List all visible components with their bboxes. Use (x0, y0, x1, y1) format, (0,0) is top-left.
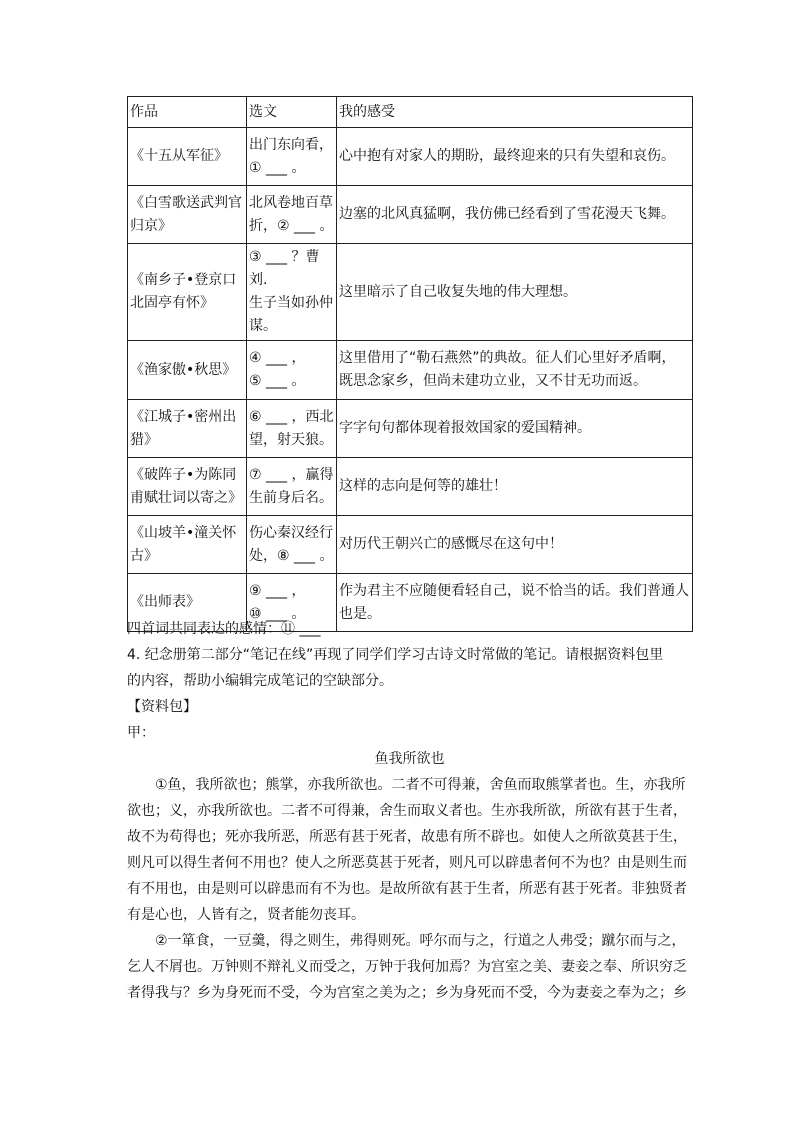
excerpt-line: 生子当如孙仲 (249, 295, 333, 311)
excerpt-line: ① ___ 。 (249, 159, 306, 176)
excerpt-line: 出门东向看， (249, 136, 333, 153)
work-title: 《出师表》 (128, 574, 247, 632)
excerpt-cell (247, 516, 337, 574)
feeling-line: 这样的志向是何等的雄壮！ (339, 478, 507, 494)
excerpt-line: 生前身后名。 (249, 489, 333, 506)
summary-line: 四首词共同表达的感情：⑪ ___ (127, 621, 321, 637)
excerpt-line: ⑤ ___ 。 (249, 373, 306, 389)
excerpt-line: ⑥ ___ ，西北 (249, 408, 334, 425)
work-title: 《江城子•密州出猎》 (128, 400, 247, 458)
feeling-cell (337, 341, 693, 400)
excerpt-line: 处，⑧ ___ 。 (249, 547, 334, 564)
passage-line: 故不为苟得也；死亦我所恶，所恶有甚于死者，故患有所不辟也。如使人之所欲莫甚于生， (127, 829, 687, 845)
excerpt-cell (247, 128, 337, 186)
table-row (128, 186, 693, 244)
feeling-line: 心中抱有对家人的期盼，最终迎来的只有失望和哀伤。 (339, 148, 675, 164)
table-row (128, 341, 693, 400)
question-4-line: 4. 纪念册第二部分“笔记在线”再现了同学们学习古诗文时常做的笔记。请根据资料包里 (127, 647, 664, 663)
work-title: 《山坡羊•潼关怀古》 (128, 516, 247, 574)
feeling-cell (337, 128, 693, 186)
header-excerpt: 选文 (247, 97, 337, 128)
excerpt-cell (247, 244, 337, 341)
table-row (128, 400, 693, 458)
passage-line: 有是心也，人皆有之，贤者能勿丧耳。 (127, 907, 365, 923)
work-title: 《白雪歌送武判官归京》 (128, 186, 247, 244)
passage-line: ②一箪食，一豆羹，得之则生，弗得则死。呼尔而与之，行道之人弗受；蹴尔而与之， (155, 933, 686, 949)
package-label: 【资料包】 (127, 699, 197, 715)
work-title: 《破阵子•为陈同甫赋壮词以寄之》 (128, 458, 247, 516)
excerpt-line: ⑨ ___ ， (249, 582, 306, 599)
work-title: 《十五从军征》 (128, 128, 247, 186)
excerpt-line: ④ ___ ， (249, 350, 306, 366)
feeling-cell (337, 244, 693, 341)
feeling-line: 这里暗示了自己收复失地的伟大理想。 (339, 283, 577, 300)
feeling-cell (337, 458, 693, 516)
excerpt-line: 望，射天狼。 (249, 431, 333, 448)
excerpt-line: ⑦ ___ ，赢得 (249, 466, 334, 483)
header-work: 作品 (128, 97, 247, 128)
excerpt-line: 北风卷地百草 (249, 194, 333, 211)
passage-line: 者得我与？乡为身死而不受，今为宫室之美为之；乡为身死而不受，今为妻妾之奉为之；乡 (127, 985, 687, 1001)
feeling-line: 字字句句都体现着报效国家的爱国精神。 (339, 420, 591, 436)
passage-line: 欲也；义，亦我所欲也。二者不可得兼，舍生而取义者也。生亦我所欲，所欲有甚于生者， (127, 803, 687, 819)
feeling-line: 作为君主不应随便看轻自己，说不恰当的话。我们普通人 (339, 582, 689, 599)
table-header-row (128, 97, 693, 128)
feeling-line: 对历代王朝兴亡的感慨尽在这句中！ (339, 536, 563, 552)
header-feeling: 我的感受 (337, 97, 693, 128)
table-row (128, 128, 693, 186)
work-title: 《南乡子•登京口北固亭有怀》 (128, 244, 247, 341)
excerpt-cell (247, 400, 337, 458)
body-text (127, 616, 692, 1006)
feeling-cell (337, 400, 693, 458)
excerpt-cell (247, 458, 337, 516)
work-title: 《渔家傲•秋思》 (128, 341, 247, 400)
passage-line: 乞人不屑也。万钟则不辩礼义而受之，万钟于我何加焉？为宫室之美、妻妾之奉、所识穷乏 (127, 959, 687, 975)
feeling-cell (337, 186, 693, 244)
feeling-line: 既思念家乡，但尚未建功立业，又不甘无功而返。 (339, 373, 647, 389)
excerpt-line: 伤心秦汉经行 (249, 524, 333, 541)
excerpt-line: ③ ___ ？曹刘. (249, 249, 320, 288)
excerpt-line: ⑩ ___ 。 (249, 605, 306, 622)
poem-table (127, 96, 693, 632)
feeling-line: 边塞的北风真猛啊，我仿佛已经看到了雪花漫天飞舞。 (339, 206, 675, 222)
passage-line: 则凡可以得生者何不用也？使人之所恶莫甚于死者，则凡可以辟患者何不为也？由是则生而 (127, 855, 687, 871)
feeling-cell (337, 516, 693, 574)
jia-label: 甲： (127, 725, 155, 741)
feeling-line: 这里借用了“勒石燕然”的典故。征人们心里好矛盾啊， (339, 350, 676, 366)
table-row (128, 458, 693, 516)
excerpt-cell (247, 341, 337, 400)
feeling-line: 也是。 (339, 605, 381, 622)
question-4-line: 的内容，帮助小编辑完成笔记的空缺部分。 (127, 673, 393, 689)
table-row (128, 244, 693, 341)
passage-line: ①鱼，我所欲也；熊掌，亦我所欲也。二者不可得兼，舍鱼而取熊掌者也。生，亦我所 (155, 777, 686, 793)
passage-title: 鱼我所欲也 (374, 751, 445, 767)
table-row (128, 516, 693, 574)
excerpt-cell (247, 186, 337, 244)
passage-line: 有不用也，由是则可以辟患而有不为也。是故所欲有甚于生者，所恶有甚于死者。非独贤者 (127, 881, 687, 897)
excerpt-line: 折，② ___ 。 (249, 217, 334, 234)
excerpt-line: 谋。 (249, 318, 277, 334)
